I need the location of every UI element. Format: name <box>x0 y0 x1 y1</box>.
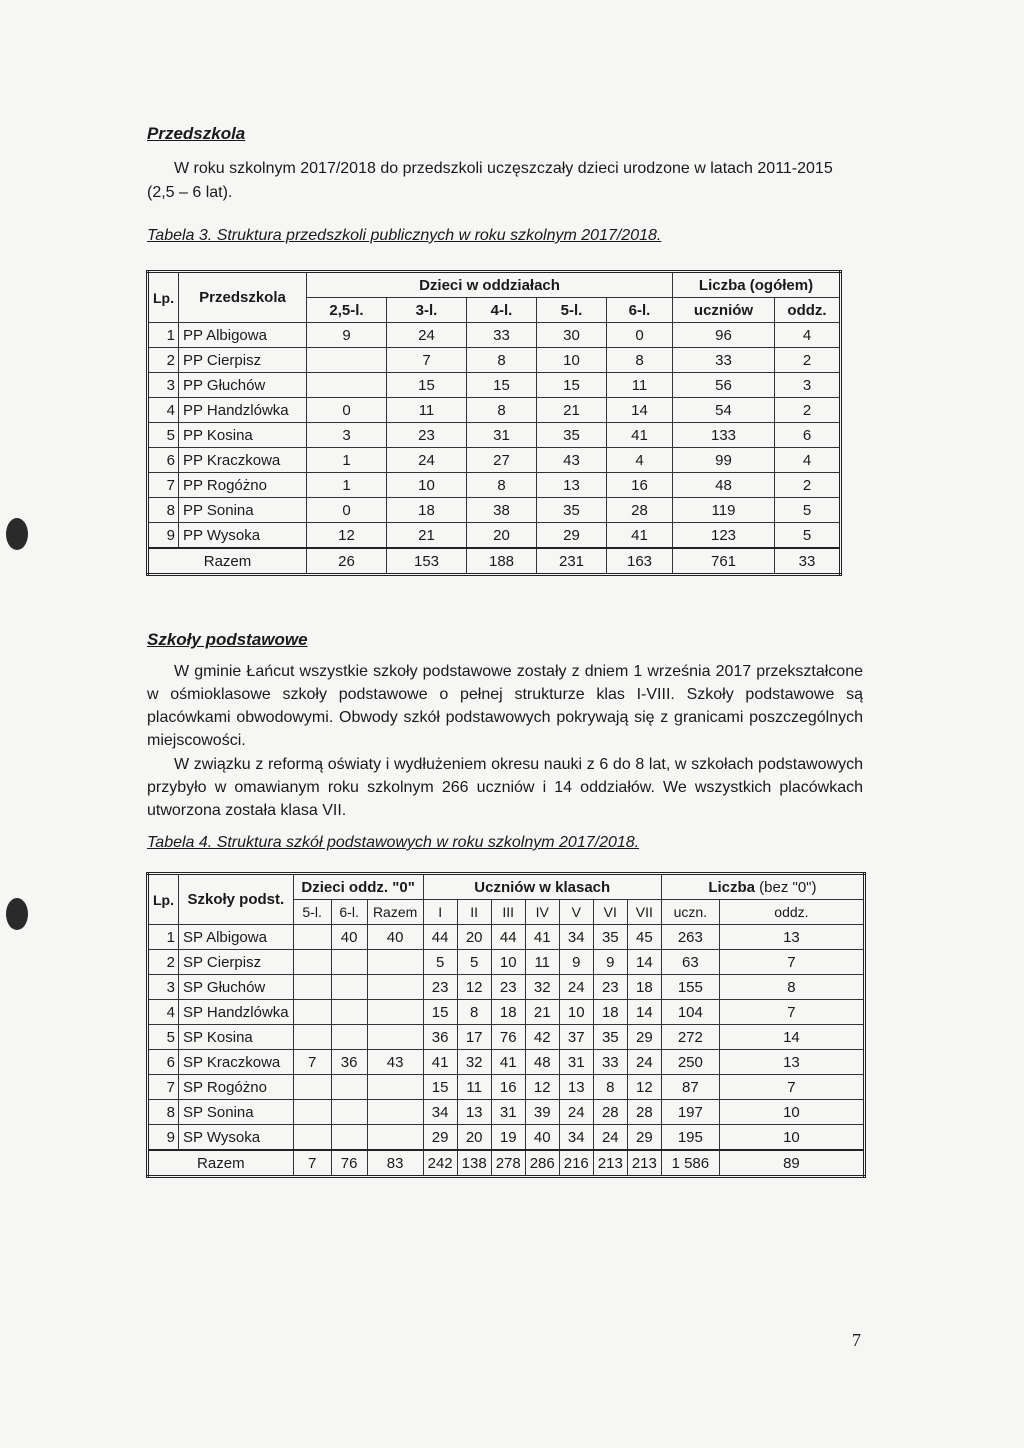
table-cell: 250 <box>661 1050 719 1075</box>
table-cell: 36 <box>423 1025 457 1050</box>
table-cell: 7 <box>387 348 467 373</box>
table-row <box>148 398 841 423</box>
section-heading-przedszkola: Przedszkola <box>147 124 246 143</box>
table-cell: 20 <box>457 1125 491 1151</box>
col-header: III <box>491 900 525 925</box>
total-cell: 188 <box>467 548 537 575</box>
table-cell: 76 <box>491 1025 525 1050</box>
table-cell: 9 <box>307 323 387 348</box>
table-cell: 36 <box>331 1050 367 1075</box>
table-cell: 4 <box>775 448 841 473</box>
total-cell: 163 <box>607 548 673 575</box>
col-header: uczniów <box>673 298 775 323</box>
table-row <box>148 423 841 448</box>
row-name: PP Rogóżno <box>179 473 307 498</box>
table-cell: 41 <box>423 1050 457 1075</box>
table-cell: 14 <box>607 398 673 423</box>
table-cell: 29 <box>423 1125 457 1151</box>
col-lp: Lp. <box>148 874 179 925</box>
table-cell: 10 <box>387 473 467 498</box>
table-cell: 20 <box>457 925 491 950</box>
total-label: Razem <box>148 548 307 575</box>
table-cell <box>293 1075 331 1100</box>
table-cell: 39 <box>525 1100 559 1125</box>
table-cell: 5 <box>423 950 457 975</box>
table-row <box>148 975 865 1000</box>
total-cell: 153 <box>387 548 467 575</box>
table-cell: 32 <box>525 975 559 1000</box>
table-cell: 119 <box>673 498 775 523</box>
table-cell: 23 <box>593 975 627 1000</box>
row-lp: 2 <box>148 348 179 373</box>
col-header: VI <box>593 900 627 925</box>
col-header: oddz. <box>775 298 841 323</box>
table-cell: 12 <box>457 975 491 1000</box>
table-cell: 272 <box>661 1025 719 1050</box>
table-cell <box>331 1125 367 1151</box>
col-group-dzieci: Dzieci w oddziałach <box>307 272 673 298</box>
row-name: SP Albigowa <box>179 925 294 950</box>
col-group-dzieci: Dzieci oddz. "0" <box>293 874 423 900</box>
table-cell: 11 <box>525 950 559 975</box>
table-cell: 28 <box>593 1100 627 1125</box>
table-cell: 96 <box>673 323 775 348</box>
row-lp: 1 <box>148 925 179 950</box>
section-heading-szkoly: Szkoły podstawowe <box>147 630 308 649</box>
col-header: 5-l. <box>293 900 331 925</box>
table-cell: 24 <box>559 975 593 1000</box>
table-cell: 8 <box>719 975 864 1000</box>
col-header: uczn. <box>661 900 719 925</box>
total-cell: 216 <box>559 1150 593 1177</box>
table-cell <box>331 1100 367 1125</box>
table-cell <box>293 1000 331 1025</box>
table-cell: 45 <box>627 925 661 950</box>
table-cell: 30 <box>537 323 607 348</box>
row-lp: 8 <box>148 1100 179 1125</box>
table-cell: 23 <box>491 975 525 1000</box>
col-header: Razem <box>367 900 423 925</box>
table-body <box>148 925 865 1177</box>
table-cell: 99 <box>673 448 775 473</box>
table-cell: 10 <box>491 950 525 975</box>
col-header: IV <box>525 900 559 925</box>
punch-hole <box>6 898 28 930</box>
table-cell: 35 <box>537 423 607 448</box>
table-cell: 5 <box>775 498 841 523</box>
col-lp: Lp. <box>148 272 179 323</box>
total-cell: 286 <box>525 1150 559 1177</box>
table-row <box>148 448 841 473</box>
table-row <box>148 523 841 549</box>
row-lp: 6 <box>148 448 179 473</box>
table-cell <box>367 1075 423 1100</box>
row-name: SP Wysoka <box>179 1125 294 1151</box>
table-przedszkola <box>146 270 842 576</box>
table-cell: 34 <box>423 1100 457 1125</box>
table-cell: 0 <box>307 498 387 523</box>
table-cell: 10 <box>537 348 607 373</box>
row-lp: 8 <box>148 498 179 523</box>
table-szkoly <box>146 872 866 1178</box>
table-row <box>148 925 865 950</box>
row-name: PP Sonina <box>179 498 307 523</box>
table-cell: 42 <box>525 1025 559 1050</box>
table-cell: 11 <box>607 373 673 398</box>
paragraph-2: W związku z reformą oświaty i wydłużeniem okresu nauki z 6 do 8 lat, w szkołach podstawowych przybyło w omawianym roku szkolnym 266 uczniów i 14 oddziałów. We wszystkich placówkach utworzona została klasa VII. <box>147 756 863 819</box>
table-cell: 14 <box>627 1000 661 1025</box>
table-cell: 21 <box>537 398 607 423</box>
table-row <box>148 1050 865 1075</box>
intro-line-1: W roku szkolnym 2017/2018 do przedszkoli uczęszczały dzieci urodzone w latach 2011-2015 <box>174 160 833 177</box>
table-cell: 123 <box>673 523 775 549</box>
total-cell: 26 <box>307 548 387 575</box>
table-cell: 104 <box>661 1000 719 1025</box>
table-cell: 56 <box>673 373 775 398</box>
table-cell: 195 <box>661 1125 719 1151</box>
table-cell: 0 <box>307 398 387 423</box>
table-cell: 43 <box>367 1050 423 1075</box>
row-name: SP Handzlówka <box>179 1000 294 1025</box>
total-cell: 76 <box>331 1150 367 1177</box>
table-cell: 33 <box>593 1050 627 1075</box>
table-row <box>148 1125 865 1151</box>
table-cell <box>293 950 331 975</box>
table-body <box>148 323 841 575</box>
table-cell: 4 <box>775 323 841 348</box>
table-cell: 43 <box>537 448 607 473</box>
table-cell: 31 <box>467 423 537 448</box>
table-cell: 8 <box>467 473 537 498</box>
table-cell: 2 <box>775 348 841 373</box>
table-cell: 7 <box>719 1075 864 1100</box>
table-cell: 4 <box>607 448 673 473</box>
table-cell: 41 <box>525 925 559 950</box>
row-lp: 2 <box>148 950 179 975</box>
table-cell: 14 <box>719 1025 864 1050</box>
row-lp: 4 <box>148 1000 179 1025</box>
row-lp: 7 <box>148 473 179 498</box>
row-name: SP Kraczkowa <box>179 1050 294 1075</box>
col-header: I <box>423 900 457 925</box>
table-cell: 16 <box>491 1075 525 1100</box>
row-name: PP Albigowa <box>179 323 307 348</box>
total-row <box>148 1150 865 1177</box>
row-lp: 7 <box>148 1075 179 1100</box>
table-cell: 28 <box>607 498 673 523</box>
table-cell: 15 <box>537 373 607 398</box>
total-cell: 242 <box>423 1150 457 1177</box>
col-group-liczba: Liczba (ogółem) <box>673 272 841 298</box>
paragraph-1: W gminie Łańcut wszystkie szkoły podstawowe zostały z dniem 1 września 2017 przekształcone w ośmioklasowe szkoły podstawowe o pełnej strukturze klas I-VIII. Szkoły podstawowe są placówkami obwodowymi. Obwody szkół podstawowych pokrywają się z granicami poszczególnych miejscowości. <box>147 663 863 749</box>
col-header: 6-l. <box>607 298 673 323</box>
table-cell: 10 <box>719 1100 864 1125</box>
table-row <box>148 348 841 373</box>
table-cell: 13 <box>559 1075 593 1100</box>
col-header: VII <box>627 900 661 925</box>
table-cell: 263 <box>661 925 719 950</box>
row-lp: 1 <box>148 323 179 348</box>
table-cell: 17 <box>457 1025 491 1050</box>
table-row <box>148 1000 865 1025</box>
table-cell: 13 <box>719 1050 864 1075</box>
page-number: 7 <box>852 1330 861 1350</box>
table-cell: 8 <box>607 348 673 373</box>
table-cell: 10 <box>719 1125 864 1151</box>
table-cell: 63 <box>661 950 719 975</box>
row-name: PP Kosina <box>179 423 307 448</box>
row-name: PP Handzlówka <box>179 398 307 423</box>
table-cell: 20 <box>467 523 537 549</box>
table-row <box>148 473 841 498</box>
row-lp: 5 <box>148 1025 179 1050</box>
table-cell: 15 <box>467 373 537 398</box>
table-cell <box>331 975 367 1000</box>
table-cell: 9 <box>593 950 627 975</box>
table-cell: 34 <box>559 925 593 950</box>
table-cell <box>307 373 387 398</box>
row-lp: 6 <box>148 1050 179 1075</box>
total-cell: 138 <box>457 1150 491 1177</box>
table-cell: 23 <box>423 975 457 1000</box>
table-cell <box>293 1025 331 1050</box>
table-cell: 24 <box>387 323 467 348</box>
col-group-liczba <box>661 874 864 900</box>
table-cell: 40 <box>525 1125 559 1151</box>
table-row <box>148 373 841 398</box>
table-cell: 8 <box>457 1000 491 1025</box>
table-cell: 23 <box>387 423 467 448</box>
table-cell <box>367 1125 423 1151</box>
table-cell: 33 <box>467 323 537 348</box>
table-cell <box>367 1000 423 1025</box>
table-cell: 15 <box>387 373 467 398</box>
total-cell: 1 586 <box>661 1150 719 1177</box>
col-header: II <box>457 900 491 925</box>
table-cell: 6 <box>775 423 841 448</box>
table-cell: 33 <box>673 348 775 373</box>
row-lp: 9 <box>148 523 179 549</box>
table-cell: 13 <box>719 925 864 950</box>
table-cell <box>331 950 367 975</box>
table-cell: 31 <box>491 1100 525 1125</box>
table-cell <box>331 1000 367 1025</box>
table-cell: 15 <box>423 1000 457 1025</box>
col-header: V <box>559 900 593 925</box>
table-cell: 18 <box>593 1000 627 1025</box>
table-cell: 2 <box>775 398 841 423</box>
table-cell: 21 <box>525 1000 559 1025</box>
table-cell: 29 <box>537 523 607 549</box>
table-cell: 41 <box>607 523 673 549</box>
total-cell: 761 <box>673 548 775 575</box>
table-cell <box>293 1100 331 1125</box>
col-header: oddz. <box>719 900 864 925</box>
table-cell: 18 <box>491 1000 525 1025</box>
table-cell: 197 <box>661 1100 719 1125</box>
table-cell: 8 <box>593 1075 627 1100</box>
table-cell: 24 <box>593 1125 627 1151</box>
table-cell <box>331 1025 367 1050</box>
row-lp: 9 <box>148 1125 179 1151</box>
total-cell: 213 <box>593 1150 627 1177</box>
table-cell <box>367 975 423 1000</box>
intro-line-2: (2,5 – 6 lat). <box>147 184 233 201</box>
table-cell: 16 <box>607 473 673 498</box>
row-lp: 3 <box>148 373 179 398</box>
table-cell: 34 <box>559 1125 593 1151</box>
table-cell: 15 <box>423 1075 457 1100</box>
row-name: SP Rogóżno <box>179 1075 294 1100</box>
row-lp: 4 <box>148 398 179 423</box>
table-cell: 37 <box>559 1025 593 1050</box>
table-cell: 7 <box>293 1050 331 1075</box>
row-name: PP Głuchów <box>179 373 307 398</box>
total-label: Razem <box>148 1150 294 1177</box>
col-name: Przedszkola <box>179 272 307 323</box>
table-cell: 0 <box>607 323 673 348</box>
table-cell: 155 <box>661 975 719 1000</box>
table-cell <box>331 1075 367 1100</box>
table-cell: 8 <box>467 398 537 423</box>
table-row <box>148 498 841 523</box>
row-name: SP Kosina <box>179 1025 294 1050</box>
table-cell: 8 <box>467 348 537 373</box>
table-cell: 29 <box>627 1125 661 1151</box>
col-header: 3-l. <box>387 298 467 323</box>
table-cell: 40 <box>367 925 423 950</box>
table-row <box>148 1025 865 1050</box>
table-cell <box>367 1100 423 1125</box>
table-cell: 13 <box>457 1100 491 1125</box>
table-cell: 35 <box>593 1025 627 1050</box>
table-cell: 11 <box>457 1075 491 1100</box>
table-cell: 5 <box>457 950 491 975</box>
table-cell: 11 <box>387 398 467 423</box>
table-cell <box>293 975 331 1000</box>
table-cell: 48 <box>673 473 775 498</box>
table-row <box>148 950 865 975</box>
col-group-uczniow: Uczniów w klasach <box>423 874 661 900</box>
table-cell: 29 <box>627 1025 661 1050</box>
col-header: 2,5-l. <box>307 298 387 323</box>
row-name: SP Głuchów <box>179 975 294 1000</box>
col-name: Szkoły podst. <box>179 874 294 925</box>
table-cell: 24 <box>627 1050 661 1075</box>
total-cell: 7 <box>293 1150 331 1177</box>
total-cell: 231 <box>537 548 607 575</box>
table-cell: 44 <box>491 925 525 950</box>
table-cell: 35 <box>593 925 627 950</box>
table-cell: 40 <box>331 925 367 950</box>
table4-caption: Tabela 4. Struktura szkół podstawowych w roku szkolnym 2017/2018. <box>147 834 640 851</box>
table-cell: 7 <box>719 950 864 975</box>
row-name: PP Kraczkowa <box>179 448 307 473</box>
table-row <box>148 1100 865 1125</box>
table-cell: 87 <box>661 1075 719 1100</box>
row-name: PP Cierpisz <box>179 348 307 373</box>
table-cell: 14 <box>627 950 661 975</box>
table-cell: 27 <box>467 448 537 473</box>
total-cell: 213 <box>627 1150 661 1177</box>
col-header: 5-l. <box>537 298 607 323</box>
table-cell: 35 <box>537 498 607 523</box>
total-cell: 33 <box>775 548 841 575</box>
table-cell: 1 <box>307 473 387 498</box>
table-cell: 44 <box>423 925 457 950</box>
col-group-liczba-bold: Liczba <box>708 878 755 896</box>
total-cell: 83 <box>367 1150 423 1177</box>
table-cell: 32 <box>457 1050 491 1075</box>
table-cell: 12 <box>307 523 387 549</box>
table-cell: 41 <box>491 1050 525 1075</box>
table-cell: 13 <box>537 473 607 498</box>
table-cell <box>293 925 331 950</box>
total-row <box>148 548 841 575</box>
table-cell: 54 <box>673 398 775 423</box>
table-cell: 28 <box>627 1100 661 1125</box>
total-cell: 278 <box>491 1150 525 1177</box>
table-cell <box>293 1125 331 1151</box>
table-cell: 5 <box>775 523 841 549</box>
table-cell: 21 <box>387 523 467 549</box>
table-cell: 3 <box>307 423 387 448</box>
table-cell: 41 <box>607 423 673 448</box>
col-header: 4-l. <box>467 298 537 323</box>
table-cell: 10 <box>559 1000 593 1025</box>
table-cell: 9 <box>559 950 593 975</box>
table-cell: 133 <box>673 423 775 448</box>
table-row <box>148 1075 865 1100</box>
row-lp: 5 <box>148 423 179 448</box>
table-cell: 18 <box>387 498 467 523</box>
table-cell: 48 <box>525 1050 559 1075</box>
row-name: SP Cierpisz <box>179 950 294 975</box>
table-cell: 19 <box>491 1125 525 1151</box>
table-cell: 24 <box>559 1100 593 1125</box>
table-cell: 12 <box>525 1075 559 1100</box>
table-cell: 18 <box>627 975 661 1000</box>
row-name: SP Sonina <box>179 1100 294 1125</box>
table-cell: 3 <box>775 373 841 398</box>
table-cell: 38 <box>467 498 537 523</box>
col-group-liczba-rest: (bez "0") <box>755 878 817 896</box>
table-cell: 31 <box>559 1050 593 1075</box>
table-cell: 2 <box>775 473 841 498</box>
row-name: PP Wysoka <box>179 523 307 549</box>
table-row <box>148 323 841 348</box>
row-lp: 3 <box>148 975 179 1000</box>
table3-caption: Tabela 3. Struktura przedszkoli publicznych w roku szkolnym 2017/2018. <box>147 227 662 244</box>
table-cell <box>367 950 423 975</box>
table-cell: 1 <box>307 448 387 473</box>
table-cell: 7 <box>719 1000 864 1025</box>
table-cell <box>367 1025 423 1050</box>
table-cell <box>307 348 387 373</box>
punch-hole <box>6 518 28 550</box>
col-header: 6-l. <box>331 900 367 925</box>
table-cell: 24 <box>387 448 467 473</box>
table-cell: 12 <box>627 1075 661 1100</box>
total-cell: 89 <box>719 1150 864 1177</box>
